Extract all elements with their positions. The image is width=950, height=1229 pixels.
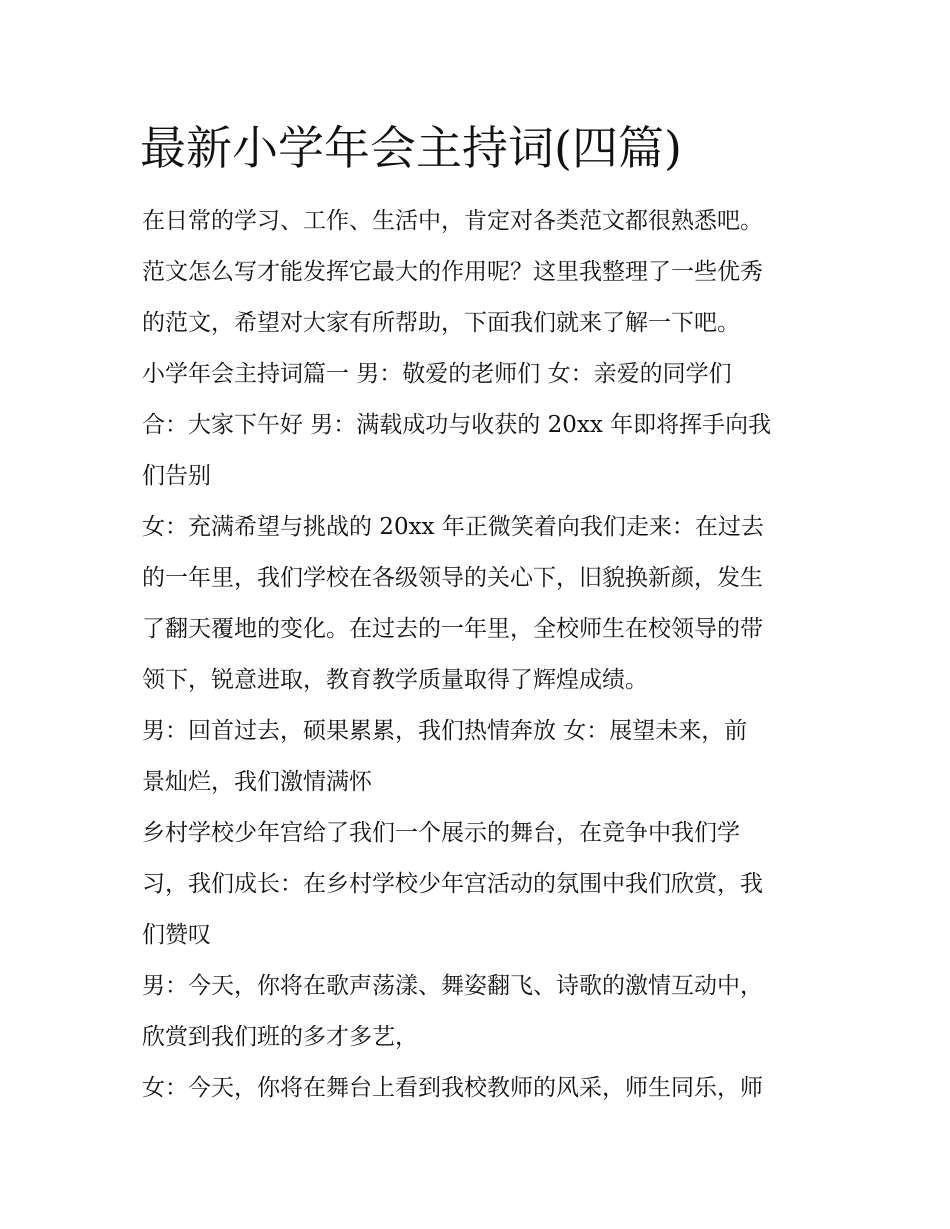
text-line: 的范文，希望对大家有所帮助，下面我们就来了解一下吧。 — [142, 310, 740, 336]
text-line: 男：回首过去，硕果累累，我们热情奔放 女：展望未来，前 — [142, 718, 748, 744]
text-line: 女：今天，你将在舞台上看到我校教师的风采，师生同乐，师 — [142, 1075, 763, 1101]
text-line: 在日常的学习、工作、生活中，肯定对各类范文都很熟悉吧。 — [142, 208, 763, 234]
text-line: 合：大家下午好 男：满载成功与收获的 20xx 年即将挥手向我 — [142, 412, 772, 438]
document-title: 最新小学年会主持词(四篇) — [140, 121, 682, 175]
text-line: 习，我们成长：在乡村学校少年宫活动的氛围中我们欣赏，我 — [142, 871, 763, 897]
text-line: 欣赏到我们班的多才多艺， — [142, 1024, 418, 1050]
document-body — [142, 196, 822, 1114]
text-line: 的一年里，我们学校在各级领导的关心下，旧貌换新颜，发生 — [142, 565, 763, 591]
text-line: 乡村学校少年宫给了我们一个展示的舞台，在竞争中我们学 — [142, 820, 740, 846]
text-line: 们告别 — [142, 463, 211, 489]
text-line: 领下，锐意进取，教育教学质量取得了辉煌成绩。 — [142, 667, 648, 693]
text-line: 男：今天，你将在歌声荡漾、舞姿翻飞、诗歌的激情互动中， — [142, 973, 763, 999]
text-line: 女：充满希望与挑战的 20xx 年正微笑着向我们走来：在过去 — [142, 514, 764, 540]
text-line: 们赞叹 — [142, 922, 211, 948]
text-line: 了翻天覆地的变化。在过去的一年里，全校师生在校领导的带 — [142, 616, 763, 642]
text-line: 范文怎么写才能发挥它最大的作用呢？这里我整理了一些优秀 — [142, 259, 763, 285]
text-line: 景灿烂，我们激情满怀 — [142, 769, 372, 795]
text-line: 小学年会主持词篇一 男：敬爱的老师们 女：亲爱的同学们 — [142, 361, 732, 387]
